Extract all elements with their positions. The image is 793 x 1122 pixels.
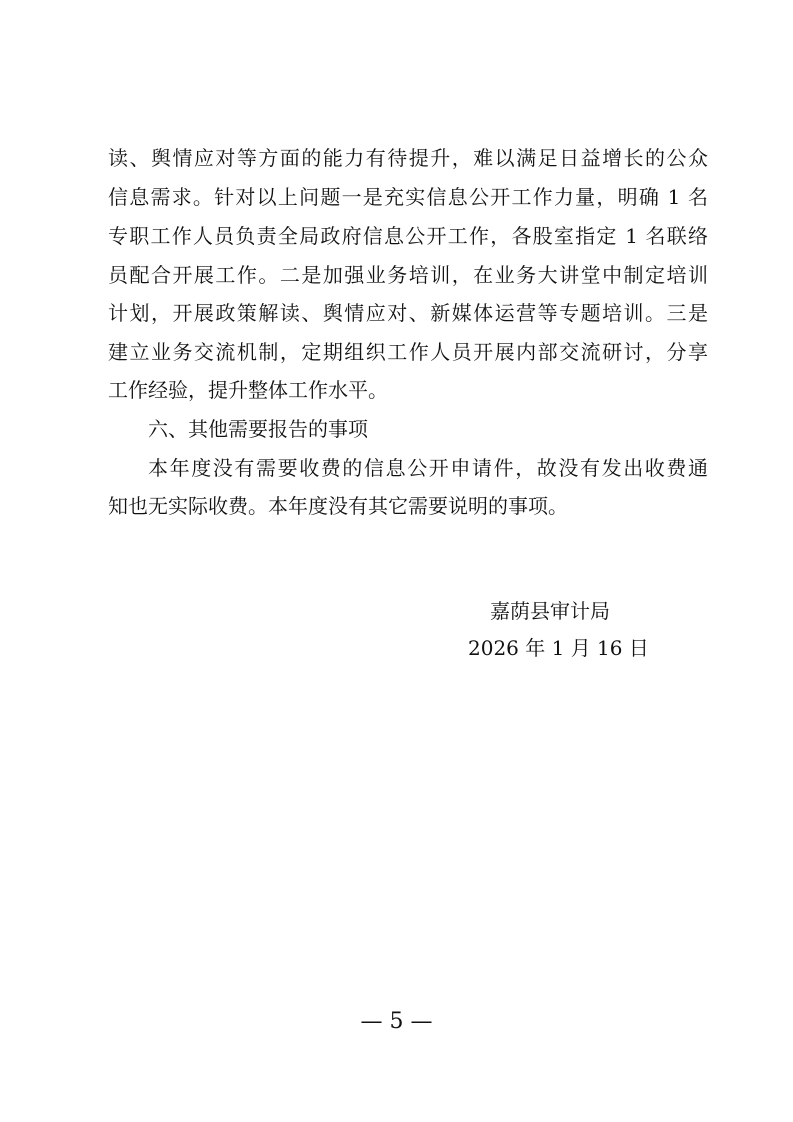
signature-organization: 嘉荫县审计局 [490,599,610,623]
paragraph-line: 员配合开展工作。二是加强业务培训，在业务大讲堂中制定培训 [108,263,708,287]
signature-date: 2026 年 1 月 16 日 [468,636,649,660]
paragraph-line: 本年度没有需要收费的信息公开申请件，故没有发出收费通 [148,456,708,480]
paragraph-line: 信息需求。针对以上问题一是充实信息公开工作力量，明确 1 名 [108,185,708,209]
paragraph-line: 计划，开展政策解读、舆情应对、新媒体运营等专题培训。三是 [108,301,708,325]
section-heading: 六、其他需要报告的事项 [148,417,368,441]
paragraph-line: 建立业务交流机制，定期组织工作人员开展内部交流研讨，分享 [108,340,708,364]
paragraph-line: 专职工作人员负责全局政府信息公开工作，各股室指定 1 名联络 [108,224,708,248]
paragraph-line: 工作经验，提升整体工作水平。 [108,378,388,402]
page-number: — 5 — [360,1009,433,1034]
paragraph-line: 读、舆情应对等方面的能力有待提升，难以满足日益增长的公众 [108,146,708,170]
paragraph-line: 知也无实际收费。本年度没有其它需要说明的事项。 [108,494,568,518]
